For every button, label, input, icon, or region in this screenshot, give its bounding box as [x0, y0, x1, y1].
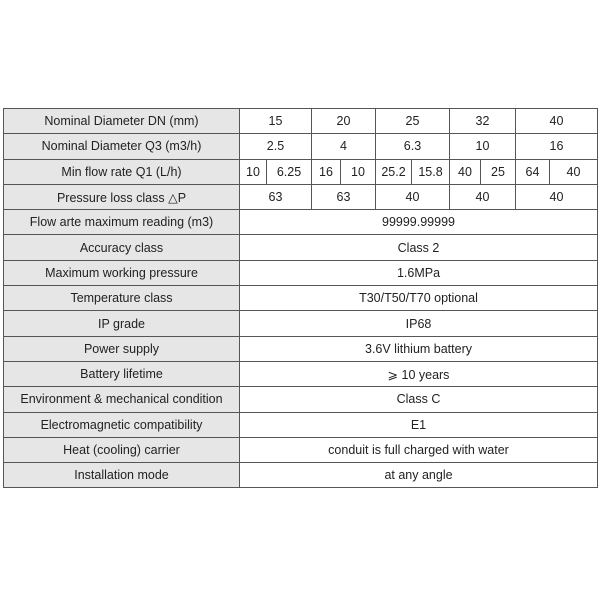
row-label: Min flow rate Q1 (L/h): [4, 159, 240, 184]
table-row: [4, 260, 598, 285]
row-label: Nominal Diameter DN (mm): [4, 109, 240, 134]
row-label: Heat (cooling) carrier: [4, 437, 240, 462]
table-row: [4, 109, 598, 134]
table-cell: 10: [341, 159, 376, 184]
table-row: [4, 412, 598, 437]
table-cell: 63: [240, 184, 312, 209]
table-cell: T30/T50/T70 optional: [240, 286, 598, 311]
cell-dn-15: 15: [240, 109, 312, 134]
spec-table: [3, 108, 598, 488]
row-label: Nominal Diameter Q3 (m3/h): [4, 134, 240, 159]
row-label: Flow arte maximum reading (m3): [4, 210, 240, 235]
cell-dn-20: 20: [312, 109, 376, 134]
table-cell: 25.2: [376, 159, 412, 184]
table-row: [4, 134, 598, 159]
table-cell: 25: [481, 159, 516, 184]
table-cell: Class 2: [240, 235, 598, 260]
table-row: [4, 361, 598, 386]
row-label: Temperature class: [4, 286, 240, 311]
cell-dn-40: 40: [516, 109, 598, 134]
table-row: [4, 235, 598, 260]
table-cell: IP68: [240, 311, 598, 336]
row-label: Installation mode: [4, 463, 240, 488]
table-cell: 10: [240, 159, 267, 184]
table-row: [4, 184, 598, 209]
table-cell: 40: [376, 184, 450, 209]
row-label: Environment & mechanical condition: [4, 387, 240, 412]
row-label: Power supply: [4, 336, 240, 361]
table-cell: 16: [516, 134, 598, 159]
table-cell: 2.5: [240, 134, 312, 159]
table-cell: at any angle: [240, 463, 598, 488]
table-cell: 16: [312, 159, 341, 184]
row-label: IP grade: [4, 311, 240, 336]
table-row: [4, 336, 598, 361]
table-row: [4, 286, 598, 311]
table-cell: 4: [312, 134, 376, 159]
row-label: Accuracy class: [4, 235, 240, 260]
table-cell: 10: [450, 134, 516, 159]
table-row: [4, 159, 598, 184]
table-row: [4, 387, 598, 412]
table-cell: Class C: [240, 387, 598, 412]
row-label: Battery lifetime: [4, 361, 240, 386]
row-label: Pressure loss class △P: [4, 184, 240, 209]
table-cell: 64: [516, 159, 550, 184]
cell-dn-32: 32: [450, 109, 516, 134]
table-row: [4, 463, 598, 488]
table-cell: 40: [516, 184, 598, 209]
table-cell: E1: [240, 412, 598, 437]
table-row: [4, 437, 598, 462]
table-row: [4, 311, 598, 336]
table-cell: 40: [450, 159, 481, 184]
cell-dn-25: 25: [376, 109, 450, 134]
table-cell: 40: [550, 159, 598, 184]
table-row: [4, 210, 598, 235]
row-label: Electromagnetic compatibility: [4, 412, 240, 437]
table-cell: ⩾ 10 years: [240, 361, 598, 386]
table-cell: 99999.99999: [240, 210, 598, 235]
row-label: Maximum working pressure: [4, 260, 240, 285]
table-cell: 3.6V lithium battery: [240, 336, 598, 361]
table-cell: 15.8: [412, 159, 450, 184]
table-cell: 6.3: [376, 134, 450, 159]
table-cell: 40: [450, 184, 516, 209]
table-cell: 63: [312, 184, 376, 209]
table-cell: conduit is full charged with water: [240, 437, 598, 462]
table-cell: 6.25: [267, 159, 312, 184]
table-cell: 1.6MPa: [240, 260, 598, 285]
